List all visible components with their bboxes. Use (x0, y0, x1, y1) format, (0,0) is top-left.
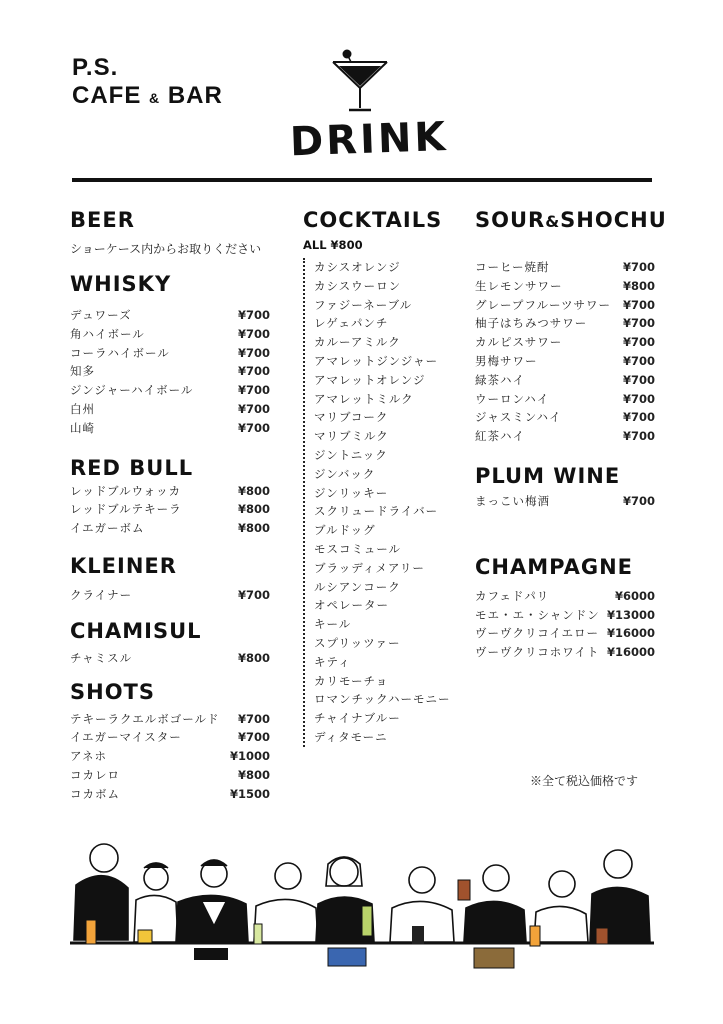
cocktail-item: マリブミルク (314, 429, 389, 444)
tax-note: ※全て税込価格です (530, 774, 639, 788)
person-8 (534, 871, 588, 942)
section-title-whisky: WHISKY (70, 272, 172, 296)
menu-item-name: 柚子はちみつサワー (475, 316, 588, 331)
menu-item-price: ¥16000 (606, 645, 655, 660)
menu-item (70, 747, 270, 766)
menu-item-price: ¥700 (622, 260, 655, 274)
cocktail-item: チャイナブルー (314, 711, 401, 726)
menu-item (70, 482, 270, 501)
menu-item-name: クライナー (70, 587, 133, 602)
cocktail-item: スクリュードライバー (314, 504, 439, 519)
menu-item (475, 352, 655, 371)
menu-item (70, 785, 270, 804)
section-title-sour-shochu (475, 206, 667, 236)
cocktail-item: ファジーネーブル (314, 297, 413, 312)
menu-item-name: デュワーズ (70, 308, 132, 322)
menu-item (475, 258, 655, 277)
menu-item (475, 427, 655, 446)
menu-item-name: ヴーヴクリコイエロー (475, 626, 599, 641)
menu-item (70, 766, 270, 785)
redbull-list (70, 482, 270, 538)
person-7 (464, 865, 526, 942)
title-block (289, 48, 450, 166)
menu-item-price: ¥700 (237, 730, 270, 745)
plum-list (475, 492, 655, 511)
menu-item-price: ¥700 (237, 711, 270, 726)
menu-item-price: ¥700 (237, 326, 270, 341)
menu-item-price: ¥700 (237, 383, 270, 398)
menu-item-name: コカボム (70, 786, 120, 801)
menu-item (475, 587, 655, 606)
menu-item-name: チャミスル (70, 650, 133, 665)
champagne-list (475, 587, 655, 662)
cocktail-item: モスコミュール (314, 541, 402, 556)
brand-cafe: CAFE (72, 82, 142, 109)
menu-item-name: ジャスミンハイ (475, 410, 562, 425)
menu-item-price: ¥1500 (229, 786, 270, 801)
menu-item (475, 643, 655, 662)
menu-item-price: ¥700 (237, 420, 270, 435)
section-title-cocktails: COCKTAILS (303, 208, 443, 232)
cocktail-item: キティ (314, 654, 351, 669)
menu-item (70, 400, 270, 419)
cocktail-item: ジンリッキー (314, 485, 389, 500)
column-right (475, 206, 667, 662)
menu-item (70, 381, 270, 400)
menu-item-price: ¥800 (237, 521, 270, 536)
menu-item (70, 586, 270, 605)
menu-item-name: 角ハイボール (70, 326, 145, 341)
cocktail-item: ディタモーニ (314, 729, 388, 744)
menu-item (475, 408, 655, 427)
menu-item-price: ¥800 (237, 502, 270, 517)
cocktails-list (303, 258, 463, 747)
sour-title-amp: & (545, 212, 561, 231)
menu-item-name: イエガーマイスター (70, 730, 182, 745)
menu-item-name: 知多 (70, 364, 95, 379)
person-1 (74, 844, 128, 940)
menu-item (70, 710, 270, 729)
section-title-shots: SHOTS (70, 679, 156, 704)
menu-item (475, 277, 655, 296)
menu-item-price: ¥700 (622, 372, 655, 387)
menu-item-price: ¥700 (622, 316, 655, 331)
person-4 (254, 863, 318, 942)
menu-item-price: ¥800 (237, 767, 270, 782)
menu-item-name: コーヒー焼酎 (475, 260, 550, 274)
cocktail-item: ブラッディメアリー (314, 560, 425, 575)
menu-item-price: ¥700 (237, 401, 270, 416)
section-title-plum-wine: PLUM WINE (475, 463, 621, 488)
menu-item-price: ¥700 (622, 335, 655, 350)
menu-item-name: ウーロンハイ (475, 391, 550, 406)
cocktail-item: カルーアミルク (314, 335, 401, 350)
column-left (70, 206, 270, 804)
brand-line1: P.S. (72, 54, 119, 81)
cocktail-item: ロマンチックハーモニー (314, 692, 451, 707)
cocktail-item: マリブコーク (314, 410, 389, 425)
menu-item (475, 606, 655, 625)
chamisul-list (70, 649, 270, 668)
menu-item (70, 519, 270, 538)
menu-item-name: レッドブルウォッカ (70, 483, 182, 498)
section-title-kleiner: KLEINER (70, 553, 177, 578)
cocktail-item: ジンバック (314, 466, 376, 481)
menu-item (70, 306, 270, 325)
menu-item (475, 624, 655, 643)
menu-item-price: ¥700 (622, 353, 655, 368)
menu-item-price: ¥700 (237, 308, 270, 322)
menu-item-price: ¥700 (237, 587, 270, 602)
cocktail-item: レゲェパンチ (314, 316, 389, 331)
menu-item (475, 371, 655, 390)
cocktail-item: カリモーチョ (314, 673, 389, 688)
menu-item (70, 500, 270, 519)
menu-item-price: ¥800 (622, 278, 655, 293)
menu-item-name: レッドブルテキーラ (70, 502, 182, 517)
cocktail-item: カシスオレンジ (314, 260, 401, 274)
menu-item (475, 492, 655, 511)
menu-item (70, 649, 270, 668)
menu-item-name: ジンジャーハイボール (70, 383, 194, 398)
section-title-redbull: RED BULL (70, 455, 194, 480)
sour-title-a: SOUR (475, 208, 546, 232)
title-divider (72, 178, 652, 182)
cocktails-price-note: ALL ¥800 (303, 238, 363, 252)
menu-item-name: 生レモンサワー (475, 278, 563, 293)
kleiner-list (70, 586, 270, 605)
brand-line2 (72, 82, 223, 112)
menu-item-name: アネホ (70, 749, 108, 764)
menu-item-price: ¥1000 (229, 749, 270, 764)
menu-item (70, 325, 270, 344)
menu-item-price: ¥700 (622, 410, 655, 425)
sour-title-b: SHOCHU (560, 208, 667, 232)
menu-item-price: ¥700 (237, 345, 270, 360)
cocktail-item: スプリッツァー (314, 635, 401, 650)
cocktail-item: ルシアンコーク (314, 579, 401, 594)
menu-item-price: ¥13000 (606, 607, 655, 622)
menu-item-name: 白州 (70, 401, 95, 416)
menu-item-name: 緑茶ハイ (475, 372, 525, 387)
menu-item-name: モエ・エ・シャンドン (475, 607, 600, 622)
person-3 (176, 860, 248, 942)
menu-item-name: テキーラクエルボゴールド (70, 711, 220, 726)
menu-item-name: グレープフルーツサワー (475, 297, 612, 312)
menu-item-name: 山崎 (70, 420, 95, 435)
menu-item-price: ¥700 (622, 493, 655, 508)
menu-item-price: ¥700 (622, 391, 655, 406)
brand-logo (72, 54, 223, 112)
column-middle (303, 206, 463, 747)
menu-item (70, 362, 270, 381)
cocktail-item: オペレーター (314, 598, 389, 613)
beer-note: ショーケース内からお取りください (70, 242, 262, 256)
cocktail-item: ジントニック (314, 447, 388, 462)
menu-item (475, 390, 655, 409)
section-title-champagne: CHAMPAGNE (475, 554, 634, 579)
menu-item-price: ¥700 (622, 429, 655, 444)
menu-item-name: カフェドパリ (475, 588, 550, 603)
menu-item-price: ¥800 (237, 650, 270, 665)
menu-item (70, 419, 270, 438)
menu-item (70, 344, 270, 363)
menu-item (475, 296, 655, 315)
cocktail-item: アマレットミルク (314, 391, 414, 406)
cocktail-item: ブルドッグ (314, 523, 376, 538)
menu-item-name: まっこい梅酒 (475, 493, 550, 508)
section-title-chamisul: CHAMISUL (70, 618, 202, 643)
menu-item-name: イエガーボム (70, 521, 145, 536)
cocktail-item: キール (314, 617, 352, 632)
shots-list (70, 710, 270, 804)
menu-item-price: ¥800 (237, 483, 270, 498)
brand-amp: & (149, 90, 161, 106)
menu-item (475, 314, 655, 333)
menu-item-name: ヴーヴクリコホワイト (475, 645, 600, 660)
bar-counter-people-illustration (66, 830, 658, 990)
page-title: DRINK (289, 113, 450, 166)
menu-item-name: 紅茶ハイ (475, 429, 525, 444)
menu-item (70, 728, 270, 747)
menu-item-name: 男梅サワー (475, 353, 538, 368)
menu-item (475, 333, 655, 352)
menu-item-price: ¥700 (237, 364, 270, 379)
menu-item-name: コーラハイボール (70, 345, 170, 360)
cocktail-item: アマレットオレンジ (314, 372, 426, 387)
sour-list (475, 258, 655, 446)
brand-bar: BAR (167, 82, 223, 109)
section-title-beer: BEER (70, 208, 135, 232)
cocktail-glass-icon (325, 48, 395, 114)
menu-item-price: ¥16000 (606, 626, 655, 641)
cocktail-item: カシスウーロン (314, 278, 402, 293)
menu-item-name: カルピスサワー (475, 335, 563, 350)
menu-item-price: ¥700 (622, 297, 655, 312)
menu-item-name: コカレロ (70, 767, 120, 782)
menu-item-price: ¥6000 (614, 588, 655, 603)
cocktail-item: アマレットジンジャー (314, 353, 439, 368)
whisky-list (70, 306, 270, 438)
